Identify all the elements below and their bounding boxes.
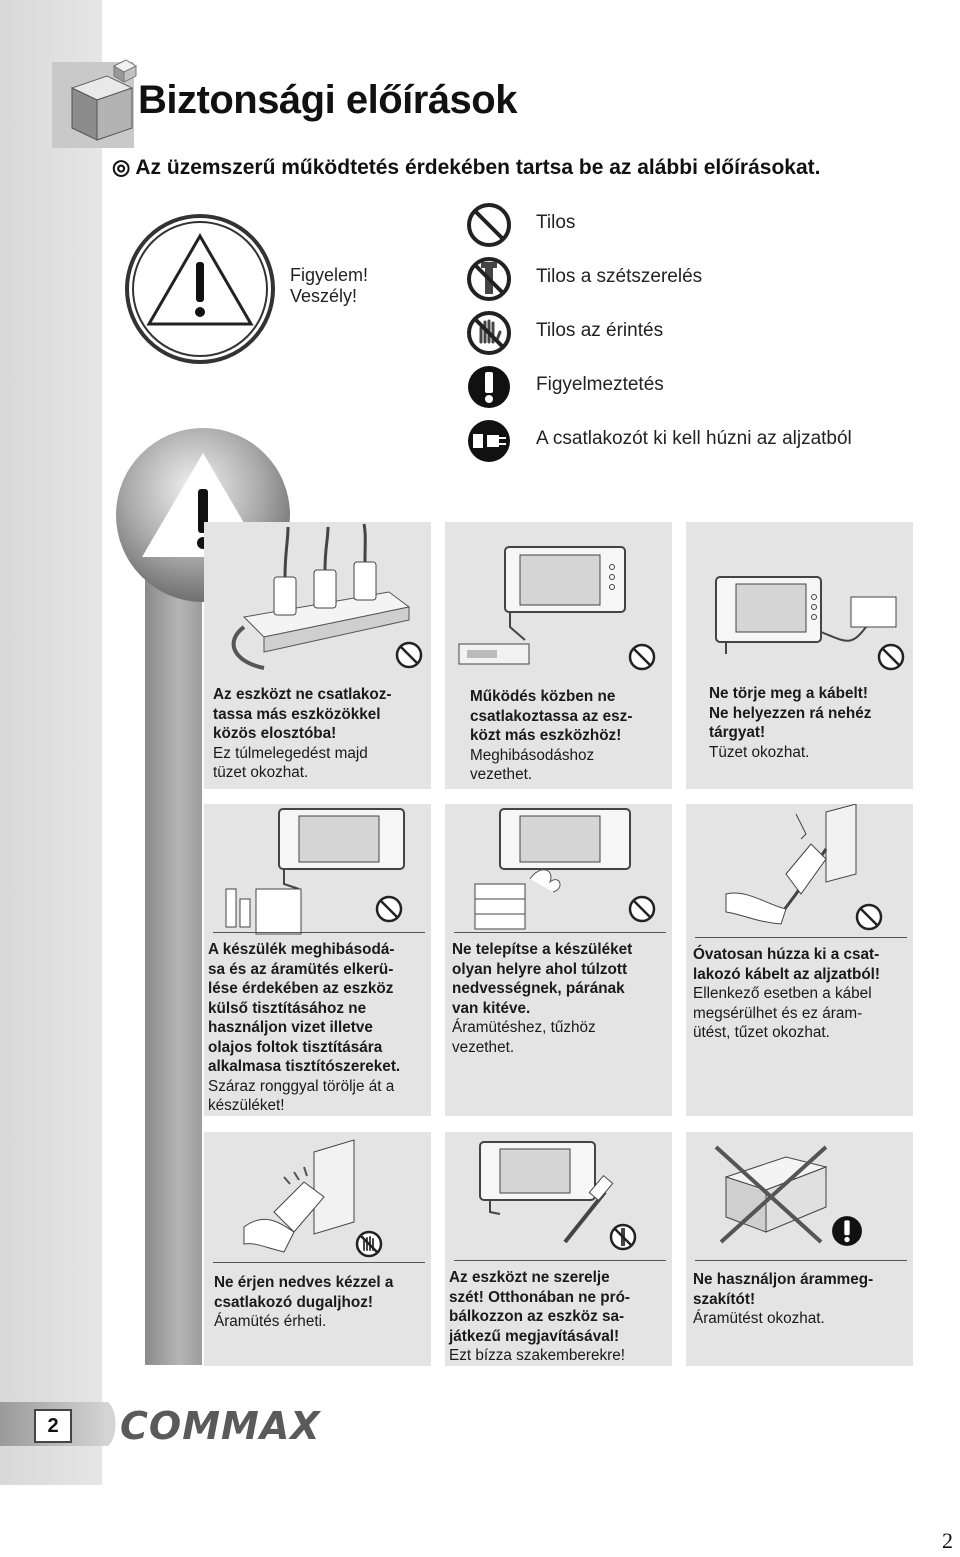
panel-wet-hands [204,1132,431,1366]
panel-cleaning [204,804,431,1116]
panel-power-strip [204,522,431,789]
legend-item-warning: Figyelmeztetés [466,364,946,412]
panel-text: Ne telepítse a készüléket olyan helyre ahol túlzott nedvességnek, párának van kitéve. Áramütéshez, tűzhöz vezethet. [452,941,633,1056]
cleaning-illustration [204,804,431,952]
panel-cable-damage [686,522,913,789]
page-subtitle: ◎ Az üzemszerű működtetés érdekében tartsa be az alábbi előírásokat. [112,156,821,179]
legend-item-prohibited: Tilos [466,202,946,250]
panel-text: Ne érjen nedves kézzel a csatlakozó dugaljhoz! Áramütés érheti. [214,1274,394,1330]
panel-no-disassembly [445,1132,672,1366]
unplug-icon [466,418,512,464]
prohibited-icon [394,640,424,670]
screwdriver-illustration [445,1132,672,1280]
page-title: Biztonsági előírások [138,78,517,122]
panel-divider [213,932,425,933]
panel-no-breaker [686,1132,913,1366]
brand-logo: COMMAX [120,1404,321,1448]
panel-text: Ne használjon árammeg- szakítót! Áramütést okozhat. [693,1271,874,1327]
panel-text: Óvatosan húzza ki a csat- lakozó kábelt az aljzatból! Ellenkező esetben a kábel megsérülhet és ez áram- ütést, tűzet okozhat. [693,946,881,1041]
panel-text: Az eszközt ne csatlakoz- tassa más eszközökkel közös elosztóba! Ez túlmelegedést majd tüzet okozhat. [213,686,392,781]
panel-divider [695,1260,907,1261]
big-warning-label: Figyelem! Veszély! [290,265,369,306]
humidity-illustration [445,804,672,952]
legend-item-no-touch: Tilos az érintés [466,310,946,358]
legend-item-no-disassembly: Tilos a szétszerelés [466,256,946,304]
prohibited-icon [627,642,657,672]
prohibited-icon [854,902,884,932]
breaker-crossed-illustration [686,1132,913,1280]
panel-text: A készülék meghibásodá- sa és az áramütés elkerü- lése érdekében az eszköz külső tisztításához ne használjon vizet illetve olajos foltok tisztítására alkalmasa tisztítószereket. Száraz ronggyal törölje át a készüléket! [208,941,401,1114]
page-number: 2 [34,1409,72,1443]
legend-item-unplug: A csatlakozót ki kell húzni az aljzatból [466,418,946,466]
warning-triangle-icon [123,212,277,366]
no-disassembly-icon [466,256,512,302]
panel-humidity [445,804,672,1116]
panel-text: Az eszközt ne szerelje szét! Otthonában ne pró- bálkozzon az eszköz sa- játkezű megjavításával! Ezt bízza szakemberekre! [449,1269,631,1364]
prohibited-icon [466,202,512,248]
panel-text: Ne törje meg a kábelt! Ne helyezzen rá nehéz tárgyat! Tüzet okozhat. [709,685,872,761]
panel-unplug-carefully [686,804,913,1116]
panel-divider [454,1260,666,1261]
panel-divider [454,932,666,933]
panel-divider [213,1262,425,1263]
sheet-number: 2 [942,1528,953,1553]
no-touch-icon [466,310,512,356]
panel-device-connection [445,522,672,789]
panel-text: Működés közben ne csatlakoztassa az esz- közt más eszközhöz! Meghibásodáshoz vezethet. [470,688,633,783]
prohibited-icon [876,642,906,672]
prohibited-icon [374,894,404,924]
no-touch-icon [354,1229,384,1259]
panel-divider [695,937,907,938]
exclamation-icon [831,1215,863,1247]
left-gray-strip [0,0,102,1485]
wet-hands-illustration [204,1132,431,1280]
no-disassembly-icon [608,1222,638,1252]
prohibited-icon [627,894,657,924]
exclamation-icon [466,364,512,410]
cube-logo-icon [52,58,142,150]
